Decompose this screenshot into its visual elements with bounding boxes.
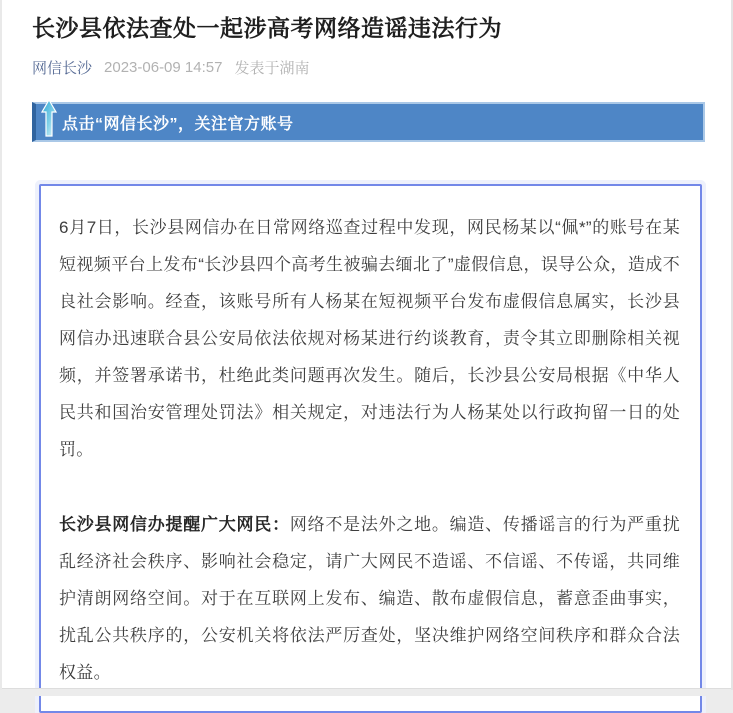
follow-account-banner[interactable] xyxy=(32,102,705,142)
up-arrow-icon xyxy=(41,98,57,138)
article-paragraph-2 xyxy=(59,506,680,691)
banner-label: 点击“网信长沙”，关注官方账号 xyxy=(62,115,294,133)
paragraph-2-body: 网络不是法外之地。编造、传播谣言的行为严重扰乱经济社会秩序、影响社会稳定，请广大网民不造谣、不信谣、不传谣，共同维护清朗网络空间。对于在互联网上发布、编造、散布虚假信息，蓄意歪曲事实，扰乱公共秩序的，公安机关将依法严厉查处，坚决维护网络空间秩序和群众合法权益。 xyxy=(59,514,680,682)
article-paragraph-1: 6月7日，长沙县网信办在日常网络巡查过程中发现，网民杨某以“佩*”的账号在某短视频平台上发布“长沙县四个高考生被骗去缅北了”虚假信息，误导公众，造成不良社会影响。经查，该账号所有人杨某在短视频平台发布虚假信息属实，长沙县网信办迅速联合县公安局依法依规对杨某进行约谈教育，责令其立即删除相关视频，并签署承诺书，杜绝此类问题再次发生。随后，长沙县公安局根据《中华人民共和国治安管理处罚法》相关规定，对违法行为人杨某处以行政拘留一日的处罚。 xyxy=(59,218,680,460)
article-body-box xyxy=(39,184,702,713)
paragraph-2-lead: 长沙县网信办提醒广大网民： xyxy=(59,514,290,534)
page-bottom-edge xyxy=(2,688,731,696)
publish-location: 发表于湖南 xyxy=(234,60,310,78)
page-title: 长沙县依法查处一起涉高考网络造谣违法行为 xyxy=(32,15,502,41)
publish-datetime: 2023-06-09 14:57 xyxy=(104,59,223,77)
byline xyxy=(32,57,701,78)
account-name-link[interactable]: 网信长沙 xyxy=(32,60,93,78)
